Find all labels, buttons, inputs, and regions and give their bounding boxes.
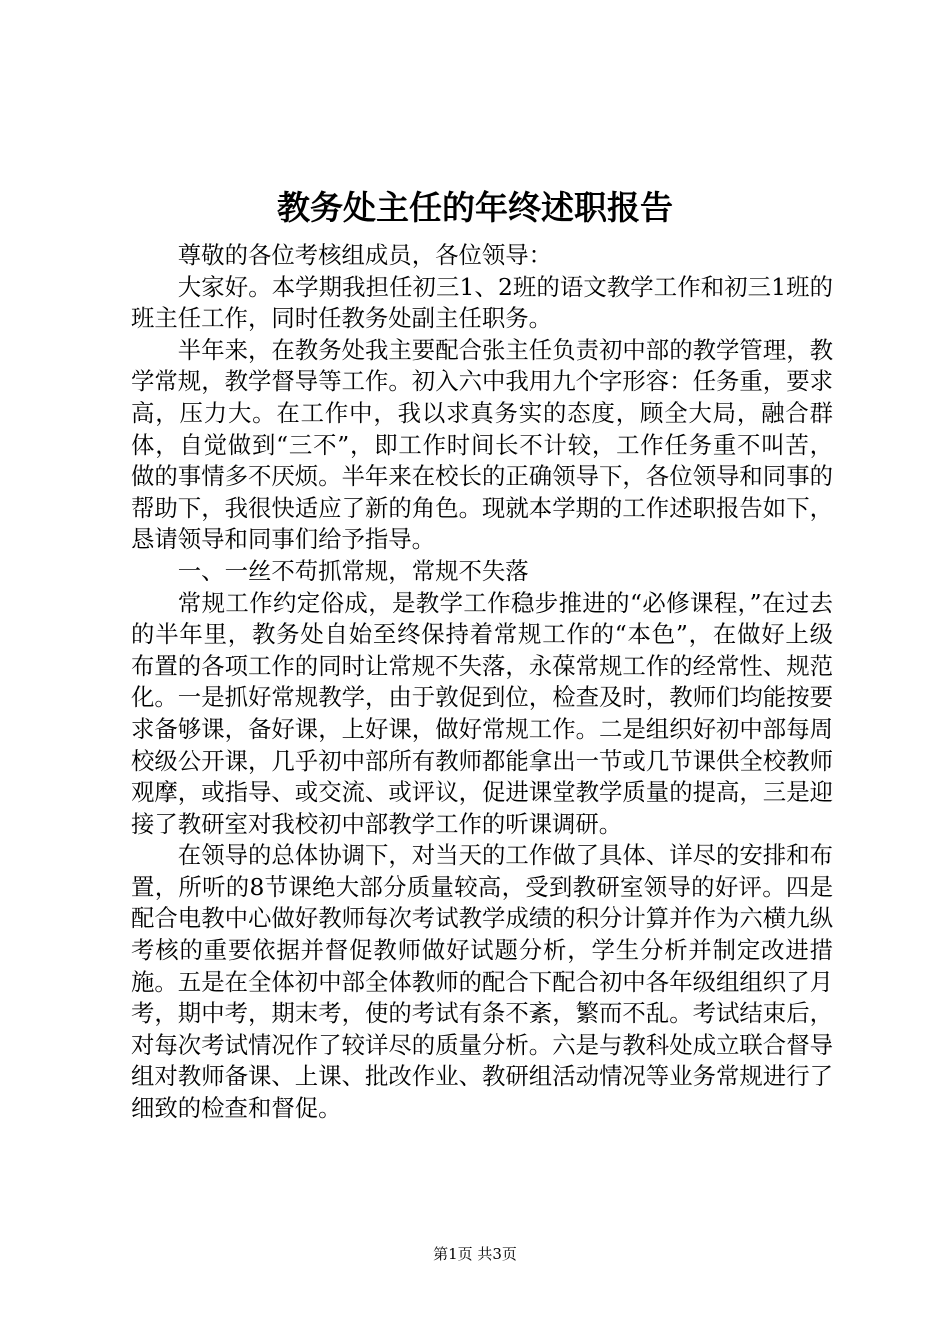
- document-body: [131, 240, 833, 1125]
- greeting-paragraph: 大家好。本学期我担任初三1、2班的语文教学工作和初三1班的班主任工作，同时任教务处副主任职务。: [131, 272, 833, 333]
- routine-work-paragraph: 常规工作约定俗成，是教学工作稳步推进的“必修课程，”在过去的半年里，教务处自始至终保持着常规工作的“本色”，在做好上级布置的各项工作的同时让常规不失落，永葆常规工作的经常性、规范化。一是抓好常规教学，由于敦促到位，检查及时，教师们均能按要求备够课，备好课，上好课，做好常规工作。二是组织好初中部每周校级公开课，几乎初中部所有教师都能拿出一节或几节课供全校教师观摩，或指导、或交流、或评议，促进课堂教学质量的提高，三是迎接了教研室对我校初中部教学工作的听课调研。: [131, 588, 833, 838]
- section-heading-1: 一、一丝不苟抓常规，常规不失落: [177, 556, 529, 585]
- page-number-footer: 第1页 共3页: [433, 1245, 517, 1263]
- salutation-paragraph: 尊敬的各位考核组成员，各位领导：: [177, 241, 553, 269]
- coordination-paragraph: 在领导的总体协调下，对当天的工作做了具体、详尽的安排和布置，所听的8节课绝大部分质量较高，受到教研室领导的好评。四是配合电教中心做好教师每次考试教学成绩的积分计算并作为六横九纵考核的重要依据并督促教师做好试题分析，学生分析并制定改进措施。五是在全体初中部全体教师的配合下配合初中各年级组组织了月考，期中考，期末考，使的考试有条不紊，繁而不乱。考试结束后，对每次考试情况作了较详尽的质量分析。六是与教科处成立联合督导组对教师备课、上课、批改作业、教研组活动情况等业务常规进行了细致的检查和督促。: [131, 841, 833, 1123]
- intro-paragraph: 半年来，在教务处我主要配合张主任负责初中部的教学管理，教学常规，教学督导等工作。初入六中我用九个字形容：任务重，要求高，压力大。在工作中，我以求真务实的态度，顾全大局，融合群体，自觉做到“三不”，即工作时间长不计较，工作任务重不叫苦，做的事情多不厌烦。半年来在校长的正确领导下，各位领导和同事的帮助下，我很快适应了新的角色。现就本学期的工作述职报告如下，恳请领导和同事们给予指导。: [131, 335, 833, 554]
- document-title: 教务处主任的年终述职报告: [277, 188, 673, 227]
